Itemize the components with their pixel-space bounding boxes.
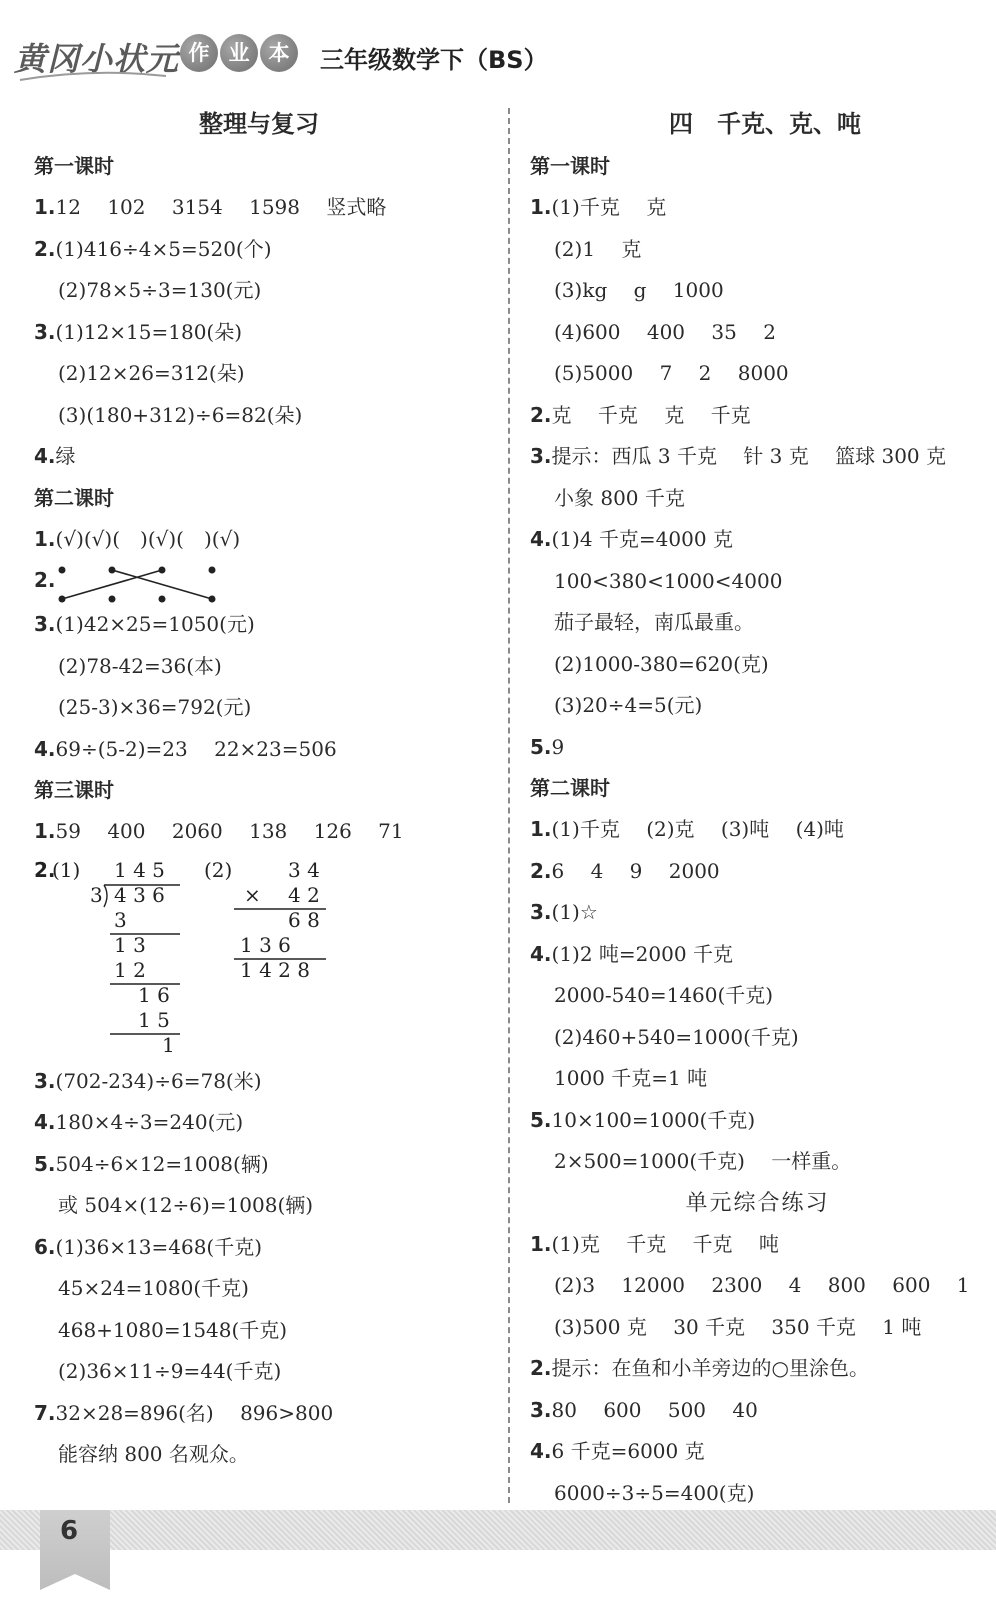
answer-line: 2.提示：在鱼和小羊旁边的○里涂色。 [530, 1356, 869, 1380]
brand-swoosh-icon [18, 70, 168, 82]
division-step: 1 5 [138, 1007, 170, 1032]
answer-line: 5.9 [530, 734, 565, 759]
answer-line: 45×24=1080(千克) [58, 1276, 249, 1300]
badge-ye: 业 [220, 34, 258, 72]
answer-line: (2)78-42=36(本) [58, 653, 222, 678]
answer-line: 小象 800 千克 [554, 485, 685, 510]
badge-zuo: 作 [180, 34, 218, 72]
answer-line: 3.80 600 500 40 [530, 1397, 758, 1422]
answer-line: (5)5000 7 2 8000 [554, 361, 789, 385]
section-title-units: 四 千克、克、吨 [669, 110, 861, 138]
divisor: 3 [90, 882, 103, 907]
division-step: 3 [114, 907, 127, 932]
division-step: 1 2 [114, 957, 146, 982]
answer-line: (2)1 克 [554, 236, 642, 261]
answer-line: 4.(1)4 千克=4000 克 [530, 527, 733, 551]
answer-line: (2)460+540=1000(千克) [554, 1024, 799, 1049]
answer-line: 4.69÷(5-2)=23 22×23=506 [34, 736, 337, 761]
section-title-review: 整理与复习 [199, 110, 319, 138]
multiply-sign: × [244, 882, 261, 907]
footer-band [0, 1510, 996, 1550]
division-step: 1 [162, 1032, 175, 1057]
partial-product: 6 8 [288, 907, 320, 932]
lesson-title: 第一课时 [530, 154, 610, 178]
answer-line: (3)500 克 30 千克 350 千克 1 吨 [554, 1314, 922, 1339]
answer-line: (2)1000-380=620(克) [554, 651, 769, 676]
calc-number: 2. [34, 857, 56, 882]
vertical-calculation [34, 853, 494, 1061]
answer-line: 3.(1)42×25=1050(元) [34, 612, 255, 636]
left-column [34, 102, 494, 1476]
answer-line: (2)78×5÷3=130(元) [58, 278, 262, 302]
answer-line: 3.(702-234)÷6=78(米) [34, 1068, 262, 1093]
answer-line: (2)3 12000 2300 4 800 600 1 [554, 1273, 970, 1297]
answer-line: 6000÷3÷5=400(克) [554, 1480, 755, 1505]
lesson-title: 第一课时 [34, 154, 114, 178]
answer-line: 4.180×4÷3=240(元) [34, 1110, 244, 1134]
answer-line: 1000 千克=1 吨 [554, 1066, 708, 1090]
dividend: 4 3 6 [114, 882, 165, 907]
matching-diagram: 2. [34, 560, 494, 604]
multiplier: 4 2 [288, 882, 320, 907]
answer-list [34, 187, 494, 478]
answer-line: 1.(1)克 千克 千克 吨 [530, 1231, 779, 1256]
right-column [530, 102, 985, 1514]
calculation-figure [34, 853, 354, 1061]
answer-line: 1.12 102 3154 1598 竖式略 [34, 195, 387, 219]
division-step: 1 6 [138, 982, 170, 1007]
answer-line: (3)kg g 1000 [554, 278, 724, 302]
answer-line: (3)(180+312)÷6=82(朵) [58, 402, 303, 427]
answer-line: (2)36×11÷9=44(千克) [58, 1359, 282, 1383]
answer-line: 2.克 千克 克 千克 [530, 402, 751, 427]
answer-line: 6.(1)36×13=468(千克) [34, 1234, 263, 1259]
answer-line: 或 504×(12÷6)=1008(辆) [58, 1193, 314, 1217]
answer-line: 茄子最轻，南瓜最重。 [554, 610, 754, 634]
answer-line: 1.59 400 2060 138 126 71 [34, 819, 404, 843]
matching-lines-icon [58, 564, 258, 604]
answer-line: 3.(1)☆ [530, 900, 598, 924]
answer-line: (4)600 400 35 2 [554, 319, 776, 344]
brand-logo: 黄冈小状元 [14, 40, 180, 78]
page-header [0, 0, 996, 96]
quotient: 1 4 5 [114, 857, 165, 882]
answer-line: 4.(1)2 吨=2000 千克 [530, 941, 733, 966]
lesson-title: 第二课时 [34, 485, 114, 510]
answer-line: 2×500=1000(千克) 一样重。 [554, 1149, 852, 1173]
answer-line: (25-3)×36=792(元) [58, 695, 252, 719]
answer-line: 5.10×100=1000(千克) [530, 1107, 756, 1132]
answer-line: 1.(1)千克 (2)克 (3)吨 (4)吨 [530, 817, 844, 841]
lesson-title: 第三课时 [34, 778, 114, 802]
answer-line: 1.(1)千克 克 [530, 195, 667, 219]
answer-line: 468+1080=1548(千克) [58, 1317, 288, 1342]
unit-practice-title: 单元综合练习 [685, 1190, 830, 1216]
product: 1 4 2 8 [240, 957, 310, 982]
calc-label-2: (2) [204, 857, 233, 882]
answer-line: 1.(√)(√)( )(√)( )(√) [34, 526, 241, 551]
answer-line: 7.32×28=896(名) 896>800 [34, 1400, 334, 1425]
answer-line: 2.(1)416÷4×5=520(个) [34, 236, 272, 261]
answer-line: 2.6 4 9 2000 [530, 858, 720, 883]
badge-group [180, 34, 298, 72]
answer-line: (2)12×26=312(朵) [58, 361, 245, 385]
column-divider [508, 108, 510, 1503]
badge-ben: 本 [260, 34, 298, 72]
answer-line: 100<380<1000<4000 [554, 568, 783, 593]
answer-line: 能容纳 800 名观众。 [58, 1442, 249, 1466]
page-number: 6 [60, 1516, 79, 1546]
answer-line: 5.504÷6×12=1008(辆) [34, 1151, 269, 1176]
book-title: 三年级数学下（BS） [320, 46, 548, 74]
multiplicand: 3 4 [288, 857, 320, 882]
division-step: 1 3 [114, 932, 146, 957]
calc-label-1: (1) [52, 857, 81, 882]
answer-line: 4.6 千克=6000 克 [530, 1439, 705, 1463]
answer-line: 4.绿 [34, 444, 76, 468]
partial-product: 1 3 6 [240, 932, 291, 957]
answer-line: 3.(1)12×15=180(朵) [34, 319, 243, 344]
answer-line: 3.提示：西瓜 3 千克 针 3 克 篮球 300 克 [530, 444, 946, 468]
answer-line: (3)20÷4=5(元) [554, 693, 703, 717]
answer-line: 2000-540=1460(千克) [554, 983, 774, 1007]
lesson-title: 第二课时 [530, 776, 610, 800]
